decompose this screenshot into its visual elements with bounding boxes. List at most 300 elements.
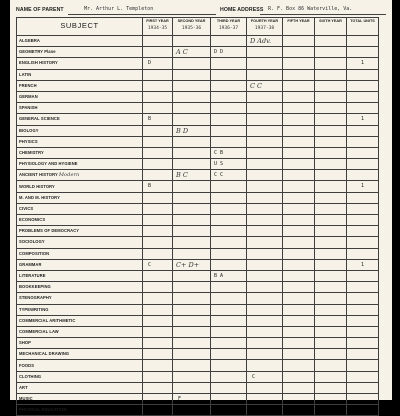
grade-cell <box>247 203 283 214</box>
subject-cell <box>17 371 143 382</box>
subject-cell <box>17 91 143 102</box>
subject-cell <box>17 114 143 125</box>
grade-cell <box>211 125 247 136</box>
grade-cell <box>283 270 315 281</box>
subject-cell <box>17 226 143 237</box>
fourth-year-value: 1937-38 <box>254 25 275 31</box>
total-units-cell <box>347 136 379 147</box>
grade-cell <box>283 338 315 349</box>
total-units-cell <box>347 147 379 158</box>
table-row <box>17 304 379 315</box>
grade-cell <box>173 170 211 181</box>
total-units-cell <box>347 69 379 80</box>
grade-cell <box>283 315 315 326</box>
grade-cell <box>173 237 211 248</box>
grade-cell <box>283 394 315 405</box>
grade-cell <box>211 203 247 214</box>
first-year-label: FIRST YEAR <box>146 19 169 23</box>
grade-mark: B <box>148 183 152 190</box>
home-address-line <box>260 14 386 15</box>
grade-cell <box>247 405 283 416</box>
grade-cell <box>173 338 211 349</box>
grade-cell <box>283 91 315 102</box>
subject-name: CIVICS <box>19 205 34 211</box>
grade-cell <box>143 69 173 80</box>
total-units-cell <box>347 338 379 349</box>
subject-name: ANCIENT HISTORY <box>19 172 58 178</box>
table-row <box>17 181 379 192</box>
grade-cell <box>315 326 347 337</box>
grade-cell <box>173 405 211 416</box>
grade-cell <box>173 304 211 315</box>
grade-cell <box>211 103 247 114</box>
grade-cell <box>247 47 283 58</box>
grades-table <box>16 17 379 416</box>
grade-mark: C <box>148 261 152 268</box>
total-units-cell <box>347 248 379 259</box>
table-row <box>17 47 379 58</box>
first-year-value: 1934-35 <box>147 25 168 31</box>
record-card <box>10 0 392 413</box>
table-row <box>17 371 379 382</box>
grade-cell <box>315 237 347 248</box>
total-units-cell <box>347 282 379 293</box>
grade-cell <box>247 270 283 281</box>
table-row <box>17 326 379 337</box>
subject-cell <box>17 159 143 170</box>
subject-name: GEOMETRY Plane <box>19 49 56 55</box>
grade-cell <box>173 192 211 203</box>
subject-cell <box>17 338 143 349</box>
subject-cell <box>17 360 143 371</box>
grade-cell <box>173 248 211 259</box>
grade-cell <box>315 203 347 214</box>
grade-cell <box>283 103 315 114</box>
third-year-value: 1936-37 <box>218 25 239 31</box>
subject-name: COMMERCIAL ARITHMETIC <box>19 317 76 323</box>
grade-cell <box>143 405 173 416</box>
subject-cell <box>17 282 143 293</box>
grade-cell <box>211 405 247 416</box>
table-row <box>17 170 379 181</box>
grade-cell <box>283 382 315 393</box>
total-units-cell <box>347 326 379 337</box>
grade-cell <box>143 114 173 125</box>
subject-name: PHYSICAL EDUCATION <box>19 407 67 413</box>
total-units-cell <box>347 36 379 47</box>
grade-cell <box>283 293 315 304</box>
grade-cell <box>211 259 247 270</box>
grade-cell <box>283 181 315 192</box>
total-units-cell <box>347 304 379 315</box>
grade-cell <box>315 103 347 114</box>
grade-cell <box>315 69 347 80</box>
grade-mark: 1 <box>361 116 365 123</box>
grade-cell <box>143 349 173 360</box>
subject-name: GERMAN <box>19 94 38 100</box>
grade-cell <box>283 215 315 226</box>
grade-cell <box>247 91 283 102</box>
grade-cell <box>315 394 347 405</box>
total-units-cell <box>347 226 379 237</box>
grade-cell <box>173 36 211 47</box>
sixth-year-header <box>315 18 347 36</box>
grade-cell <box>173 382 211 393</box>
grade-cell <box>283 248 315 259</box>
grade-cell <box>173 147 211 158</box>
card-header <box>16 4 386 16</box>
grade-cell <box>143 394 173 405</box>
grade-cell <box>283 170 315 181</box>
grade-mark: 1 <box>361 183 365 190</box>
grade-cell <box>283 226 315 237</box>
grade-cell <box>283 58 315 69</box>
table-row <box>17 338 379 349</box>
total-units-cell <box>347 103 379 114</box>
grade-cell <box>211 159 247 170</box>
grade-cell <box>283 36 315 47</box>
grade-mark: F <box>178 396 182 402</box>
grade-cell <box>247 360 283 371</box>
table-row <box>17 270 379 281</box>
table-row <box>17 282 379 293</box>
subject-cell <box>17 80 143 91</box>
subject-name: GENERAL SCIENCE <box>19 116 60 122</box>
grade-cell <box>173 282 211 293</box>
grade-mark: 1 <box>361 261 365 268</box>
grade-cell <box>247 159 283 170</box>
grade-cell <box>247 181 283 192</box>
subject-cell <box>17 293 143 304</box>
parent-name-value: Mr. Arthur L. Templeton <box>84 6 154 12</box>
grade-cell <box>247 80 283 91</box>
grade-cell <box>211 349 247 360</box>
grade-cell <box>315 293 347 304</box>
total-units-cell <box>347 80 379 91</box>
fifth-year-label: FIFTH YEAR <box>287 19 310 23</box>
table-row <box>17 215 379 226</box>
grade-cell <box>283 114 315 125</box>
grade-cell <box>283 203 315 214</box>
grade-cell <box>283 69 315 80</box>
table-row <box>17 58 379 69</box>
total-units-cell <box>347 203 379 214</box>
table-row <box>17 159 379 170</box>
fifth-year-header <box>283 18 315 36</box>
grade-cell <box>173 360 211 371</box>
grade-cell <box>247 304 283 315</box>
grade-cell <box>283 136 315 147</box>
total-units-header <box>347 18 379 36</box>
grade-mark: D <box>148 60 152 67</box>
grade-cell <box>247 192 283 203</box>
grade-cell <box>173 58 211 69</box>
grade-cell <box>315 259 347 270</box>
grade-cell <box>315 80 347 91</box>
grade-cell <box>283 326 315 337</box>
grade-cell <box>315 159 347 170</box>
subject-name: ALGEBRA <box>19 38 40 44</box>
grade-cell <box>173 136 211 147</box>
grade-cell <box>247 114 283 125</box>
grade-cell <box>211 338 247 349</box>
subject-name: ENGLISH HISTORY <box>19 60 58 66</box>
grade-cell <box>143 360 173 371</box>
grade-cell <box>247 103 283 114</box>
grade-cell <box>283 80 315 91</box>
grade-cell <box>211 80 247 91</box>
subject-cell <box>17 326 143 337</box>
grade-cell <box>315 91 347 102</box>
subject-cell <box>17 36 143 47</box>
grade-cell <box>315 192 347 203</box>
grade-cell <box>315 304 347 315</box>
grade-cell <box>315 270 347 281</box>
grade-mark: 1 <box>361 60 365 67</box>
grade-cell <box>143 136 173 147</box>
grade-cell <box>143 282 173 293</box>
grade-cell <box>247 326 283 337</box>
grade-cell <box>211 58 247 69</box>
grade-cell <box>315 405 347 416</box>
grades-body <box>17 36 379 416</box>
grade-cell <box>211 181 247 192</box>
grade-cell <box>211 69 247 80</box>
home-address-value: R. F. Box 86 Waterville, Va. <box>268 6 353 12</box>
grade-cell <box>315 382 347 393</box>
table-row <box>17 293 379 304</box>
grade-cell <box>211 360 247 371</box>
grade-cell <box>143 181 173 192</box>
total-units-cell <box>347 114 379 125</box>
grade-cell <box>173 326 211 337</box>
grade-cell <box>211 304 247 315</box>
grade-cell <box>211 293 247 304</box>
grade-cell <box>173 47 211 58</box>
subject-name: WORLD HISTORY <box>19 183 55 189</box>
table-row <box>17 203 379 214</box>
table-row <box>17 226 379 237</box>
subject-cell <box>17 147 143 158</box>
subject-name: LATIN <box>19 71 32 77</box>
grade-cell <box>143 80 173 91</box>
grade-cell <box>283 159 315 170</box>
subject-cell <box>17 394 143 405</box>
grade-cell <box>211 226 247 237</box>
subject-name: STENOGRAPHY <box>19 295 52 301</box>
grade-cell <box>173 125 211 136</box>
grade-cell <box>283 192 315 203</box>
grade-cell <box>315 170 347 181</box>
grade-cell <box>283 47 315 58</box>
fourth-year-label: FOURTH YEAR <box>250 19 279 23</box>
subject-cell <box>17 192 143 203</box>
subject-name: PHYSIOLOGY AND HYGIENE <box>19 161 78 167</box>
second-year-header <box>173 18 211 36</box>
grade-cell <box>247 382 283 393</box>
first-year-header <box>143 18 173 36</box>
table-row <box>17 103 379 114</box>
grade-cell <box>143 326 173 337</box>
total-units-cell <box>347 58 379 69</box>
grade-cell <box>315 181 347 192</box>
grade-cell <box>283 125 315 136</box>
grade-cell <box>211 147 247 158</box>
total-units-cell <box>347 237 379 248</box>
grade-cell <box>143 248 173 259</box>
grade-cell <box>315 36 347 47</box>
subject-name: COMPOSITION <box>19 250 50 256</box>
grade-cell <box>143 382 173 393</box>
third-year-label: THIRD YEAR <box>216 19 241 23</box>
grade-cell <box>283 371 315 382</box>
grade-cell <box>211 270 247 281</box>
grade-cell <box>247 338 283 349</box>
grade-cell <box>173 293 211 304</box>
grade-cell <box>247 170 283 181</box>
grade-cell <box>173 91 211 102</box>
subject-cell <box>17 170 143 181</box>
grade-cell <box>211 192 247 203</box>
total-units-cell <box>347 382 379 393</box>
subject-name: MUSIC <box>19 396 33 402</box>
grade-cell <box>143 47 173 58</box>
grade-cell <box>143 170 173 181</box>
total-units-cell <box>347 360 379 371</box>
fourth-year-header <box>247 18 283 36</box>
table-row <box>17 192 379 203</box>
subject-name: PHYSICS <box>19 138 38 144</box>
table-row <box>17 80 379 91</box>
subject-cell <box>17 203 143 214</box>
total-units-cell <box>347 181 379 192</box>
subject-cell <box>17 215 143 226</box>
subject-name: M. AND M. HISTORY <box>19 194 60 200</box>
total-units-cell <box>347 259 379 270</box>
grade-cell <box>283 147 315 158</box>
subject-name: SOCIOLOGY <box>19 239 45 245</box>
grade-cell <box>143 125 173 136</box>
grade-cell <box>143 371 173 382</box>
table-row <box>17 125 379 136</box>
grade-cell <box>143 203 173 214</box>
total-units-cell <box>347 293 379 304</box>
subject-name: SHOP <box>19 340 32 346</box>
subject-cell <box>17 259 143 270</box>
table-row <box>17 114 379 125</box>
grade-cell <box>211 136 247 147</box>
table-row <box>17 237 379 248</box>
grade-mark: D D <box>214 49 224 56</box>
total-units-cell <box>347 315 379 326</box>
table-row <box>17 36 379 47</box>
grade-cell <box>143 147 173 158</box>
subject-name: SPANISH <box>19 105 38 111</box>
grade-cell <box>283 304 315 315</box>
grade-cell <box>247 259 283 270</box>
total-units-cell <box>347 349 379 360</box>
grade-cell <box>247 394 283 405</box>
grade-cell <box>315 349 347 360</box>
grade-mark: C C <box>250 81 263 90</box>
grade-cell <box>173 215 211 226</box>
table-row <box>17 360 379 371</box>
subject-cell <box>17 248 143 259</box>
grade-cell <box>315 125 347 136</box>
grade-cell <box>315 371 347 382</box>
subject-cell <box>17 125 143 136</box>
grade-cell <box>283 237 315 248</box>
grade-cell <box>211 371 247 382</box>
total-units-cell <box>347 159 379 170</box>
parent-name-line <box>68 14 216 15</box>
grade-cell <box>143 304 173 315</box>
total-units-label: TOTAL UNITS <box>350 19 375 23</box>
total-units-cell <box>347 125 379 136</box>
grade-cell <box>283 282 315 293</box>
header-row <box>17 18 379 36</box>
grade-cell <box>173 159 211 170</box>
subject-cell <box>17 136 143 147</box>
table-row <box>17 394 379 405</box>
total-units-cell <box>347 371 379 382</box>
subject-cell <box>17 382 143 393</box>
grade-cell <box>211 237 247 248</box>
grade-cell <box>173 114 211 125</box>
total-units-cell <box>347 192 379 203</box>
table-row <box>17 248 379 259</box>
subject-cell <box>17 315 143 326</box>
parent-name-label: NAME OF PARENT <box>16 7 64 13</box>
grade-cell <box>247 226 283 237</box>
grade-cell <box>283 405 315 416</box>
grade-cell <box>315 136 347 147</box>
grade-cell <box>247 125 283 136</box>
grade-cell <box>143 259 173 270</box>
grade-cell <box>247 147 283 158</box>
grade-cell <box>247 315 283 326</box>
grade-cell <box>173 270 211 281</box>
subject-name: CHEMISTRY <box>19 149 44 155</box>
table-row <box>17 147 379 158</box>
third-year-header <box>211 18 247 36</box>
grade-cell <box>315 338 347 349</box>
table-row <box>17 315 379 326</box>
grade-cell <box>247 293 283 304</box>
grade-cell <box>283 349 315 360</box>
grade-cell <box>247 215 283 226</box>
subject-name: FOODS <box>19 362 35 368</box>
total-units-cell <box>347 91 379 102</box>
total-units-cell <box>347 270 379 281</box>
grade-cell <box>315 215 347 226</box>
subject-cell <box>17 69 143 80</box>
grade-cell <box>143 293 173 304</box>
grade-cell <box>173 315 211 326</box>
grade-cell <box>211 114 247 125</box>
grade-cell <box>211 248 247 259</box>
subject-cell <box>17 270 143 281</box>
grade-cell <box>315 147 347 158</box>
grade-cell <box>247 282 283 293</box>
grade-mark: B <box>148 116 152 123</box>
grade-cell <box>283 360 315 371</box>
table-row <box>17 259 379 270</box>
grade-mark: B D <box>176 126 189 135</box>
grade-cell <box>173 103 211 114</box>
grade-cell <box>143 159 173 170</box>
table-row <box>17 382 379 393</box>
